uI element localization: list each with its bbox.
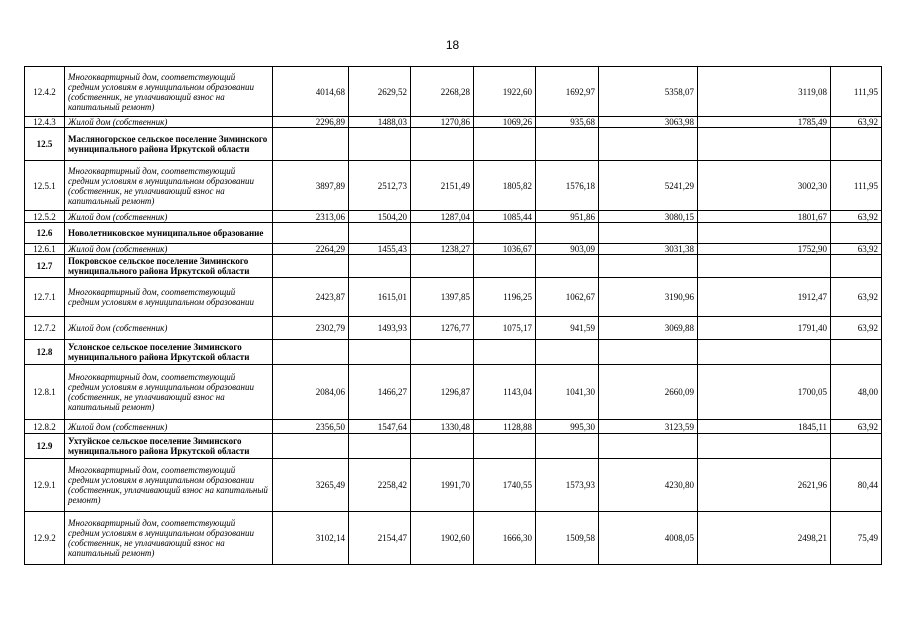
housing-description: Многоквартирный дом, соответствующий средним условиям в муниципальном образовании (собственник, не уплачивающий взнос на капитальный ремонт) bbox=[65, 161, 273, 211]
row-number: 12.5.2 bbox=[25, 211, 65, 223]
value-cell: 941,59 bbox=[536, 317, 599, 340]
value-cell: 2629,52 bbox=[349, 67, 411, 117]
value-cell: 63,92 bbox=[831, 317, 882, 340]
row-number: 12.7.1 bbox=[25, 278, 65, 317]
value-cell: 903,09 bbox=[536, 244, 599, 255]
value-cell: 1902,60 bbox=[411, 512, 474, 565]
empty-cell bbox=[698, 255, 831, 278]
row-number: 12.9.1 bbox=[25, 459, 65, 512]
row-number: 12.4.3 bbox=[25, 117, 65, 128]
empty-cell bbox=[831, 128, 882, 161]
page-number: 18 bbox=[445, 38, 460, 52]
table-row bbox=[25, 67, 882, 117]
section-number: 12.9 bbox=[25, 434, 65, 459]
empty-cell bbox=[273, 223, 349, 244]
empty-cell bbox=[474, 255, 536, 278]
value-cell: 5241,29 bbox=[599, 161, 698, 211]
table-row bbox=[25, 512, 882, 565]
empty-cell bbox=[474, 128, 536, 161]
value-cell: 48,00 bbox=[831, 365, 882, 420]
value-cell: 2296,89 bbox=[273, 117, 349, 128]
table-row bbox=[25, 244, 882, 255]
value-cell: 2084,06 bbox=[273, 365, 349, 420]
section-number: 12.7 bbox=[25, 255, 65, 278]
table-body bbox=[25, 67, 882, 565]
value-cell: 1845,11 bbox=[698, 420, 831, 434]
value-cell: 80,44 bbox=[831, 459, 882, 512]
section-row bbox=[25, 128, 882, 161]
value-cell: 3119,08 bbox=[698, 67, 831, 117]
value-cell: 3080,15 bbox=[599, 211, 698, 223]
value-cell: 1785,49 bbox=[698, 117, 831, 128]
table-row bbox=[25, 459, 882, 512]
value-cell: 1069,26 bbox=[474, 117, 536, 128]
value-cell: 5358,07 bbox=[599, 67, 698, 117]
empty-cell bbox=[698, 340, 831, 365]
empty-cell bbox=[599, 340, 698, 365]
value-cell: 1576,18 bbox=[536, 161, 599, 211]
value-cell: 63,92 bbox=[831, 278, 882, 317]
value-cell: 2258,42 bbox=[349, 459, 411, 512]
section-title: Ухтуйское сельское поселение Зиминского муниципального района Иркутской области bbox=[65, 434, 273, 459]
value-cell: 1143,04 bbox=[474, 365, 536, 420]
value-cell: 1504,20 bbox=[349, 211, 411, 223]
value-cell: 63,92 bbox=[831, 211, 882, 223]
value-cell: 63,92 bbox=[831, 244, 882, 255]
value-cell: 1912,47 bbox=[698, 278, 831, 317]
value-cell: 1075,17 bbox=[474, 317, 536, 340]
empty-cell bbox=[411, 434, 474, 459]
empty-cell bbox=[349, 128, 411, 161]
value-cell: 1991,70 bbox=[411, 459, 474, 512]
row-number: 12.9.2 bbox=[25, 512, 65, 565]
value-cell: 935,68 bbox=[536, 117, 599, 128]
section-title: Масляногорское сельское поселение Зиминского муниципального района Иркутской области bbox=[65, 128, 273, 161]
row-number: 12.8.1 bbox=[25, 365, 65, 420]
section-row bbox=[25, 434, 882, 459]
value-cell: 2356,50 bbox=[273, 420, 349, 434]
value-cell: 3897,89 bbox=[273, 161, 349, 211]
value-cell: 1041,30 bbox=[536, 365, 599, 420]
empty-cell bbox=[349, 223, 411, 244]
value-cell: 63,92 bbox=[831, 117, 882, 128]
value-cell: 1270,86 bbox=[411, 117, 474, 128]
value-cell: 1276,77 bbox=[411, 317, 474, 340]
empty-cell bbox=[273, 128, 349, 161]
section-row bbox=[25, 223, 882, 244]
value-cell: 3123,59 bbox=[599, 420, 698, 434]
table-row bbox=[25, 117, 882, 128]
value-cell: 1238,27 bbox=[411, 244, 474, 255]
row-number: 12.6.1 bbox=[25, 244, 65, 255]
empty-cell bbox=[536, 434, 599, 459]
value-cell: 2151,49 bbox=[411, 161, 474, 211]
housing-description: Многоквартирный дом, соответствующий средним условиям в муниципальном образовании bbox=[65, 278, 273, 317]
table-row bbox=[25, 161, 882, 211]
value-cell: 2621,96 bbox=[698, 459, 831, 512]
table-row bbox=[25, 317, 882, 340]
value-cell: 2512,73 bbox=[349, 161, 411, 211]
housing-description: Многоквартирный дом, соответствующий средним условиям в муниципальном образовании (собственник, не уплачивающий взнос на капитальный ремонт) bbox=[65, 67, 273, 117]
value-cell: 63,92 bbox=[831, 420, 882, 434]
value-cell: 1509,58 bbox=[536, 512, 599, 565]
empty-cell bbox=[599, 128, 698, 161]
row-number: 12.5.1 bbox=[25, 161, 65, 211]
value-cell: 1488,03 bbox=[349, 117, 411, 128]
value-cell: 1036,67 bbox=[474, 244, 536, 255]
section-title: Покровское сельское поселение Зиминского муниципального района Иркутской области bbox=[65, 255, 273, 278]
empty-cell bbox=[831, 255, 882, 278]
empty-cell bbox=[831, 434, 882, 459]
value-cell: 111,95 bbox=[831, 161, 882, 211]
row-number: 12.4.2 bbox=[25, 67, 65, 117]
housing-description: Жилой дом (собственник) bbox=[65, 420, 273, 434]
value-cell: 1922,60 bbox=[474, 67, 536, 117]
housing-description: Многоквартирный дом, соответствующий средним условиям в муниципальном образовании (собственник, уплачивающий взнос на капитальный ремонт) bbox=[65, 459, 273, 512]
value-cell: 1397,85 bbox=[411, 278, 474, 317]
empty-cell bbox=[349, 434, 411, 459]
section-number: 12.8 bbox=[25, 340, 65, 365]
tariff-table bbox=[24, 66, 882, 565]
empty-cell bbox=[698, 223, 831, 244]
value-cell: 1085,44 bbox=[474, 211, 536, 223]
value-cell: 1296,87 bbox=[411, 365, 474, 420]
empty-cell bbox=[831, 340, 882, 365]
value-cell: 2498,21 bbox=[698, 512, 831, 565]
housing-description: Жилой дом (собственник) bbox=[65, 317, 273, 340]
housing-description: Многоквартирный дом, соответствующий средним условиям в муниципальном образовании (собственник, не уплачивающий взнос на капитальный ремонт) bbox=[65, 512, 273, 565]
value-cell: 1740,55 bbox=[474, 459, 536, 512]
value-cell: 995,30 bbox=[536, 420, 599, 434]
value-cell: 75,49 bbox=[831, 512, 882, 565]
value-cell: 2264,29 bbox=[273, 244, 349, 255]
empty-cell bbox=[474, 223, 536, 244]
section-number: 12.5 bbox=[25, 128, 65, 161]
value-cell: 1801,67 bbox=[698, 211, 831, 223]
value-cell: 1791,40 bbox=[698, 317, 831, 340]
housing-description: Многоквартирный дом, соответствующий средним условиям в муниципальном образовании (собственник, не уплачивающий взнос на капитальный ремонт) bbox=[65, 365, 273, 420]
value-cell: 3190,96 bbox=[599, 278, 698, 317]
value-cell: 3069,88 bbox=[599, 317, 698, 340]
value-cell: 1666,30 bbox=[474, 512, 536, 565]
row-number: 12.8.2 bbox=[25, 420, 65, 434]
empty-cell bbox=[831, 223, 882, 244]
empty-cell bbox=[698, 434, 831, 459]
value-cell: 1547,64 bbox=[349, 420, 411, 434]
value-cell: 4008,05 bbox=[599, 512, 698, 565]
value-cell: 1330,48 bbox=[411, 420, 474, 434]
empty-cell bbox=[411, 223, 474, 244]
value-cell: 4014,68 bbox=[273, 67, 349, 117]
value-cell: 3063,98 bbox=[599, 117, 698, 128]
empty-cell bbox=[474, 340, 536, 365]
value-cell: 1062,67 bbox=[536, 278, 599, 317]
value-cell: 1493,93 bbox=[349, 317, 411, 340]
empty-cell bbox=[411, 255, 474, 278]
row-number: 12.7.2 bbox=[25, 317, 65, 340]
empty-cell bbox=[536, 223, 599, 244]
value-cell: 1692,97 bbox=[536, 67, 599, 117]
housing-description: Жилой дом (собственник) bbox=[65, 117, 273, 128]
table-row bbox=[25, 365, 882, 420]
section-row bbox=[25, 255, 882, 278]
empty-cell bbox=[349, 255, 411, 278]
value-cell: 1196,25 bbox=[474, 278, 536, 317]
table-row bbox=[25, 420, 882, 434]
value-cell: 3002,30 bbox=[698, 161, 831, 211]
empty-cell bbox=[599, 223, 698, 244]
value-cell: 3031,38 bbox=[599, 244, 698, 255]
section-number: 12.6 bbox=[25, 223, 65, 244]
value-cell: 2302,79 bbox=[273, 317, 349, 340]
value-cell: 1700,05 bbox=[698, 365, 831, 420]
section-title: Услонское сельское поселение Зиминского муниципального района Иркутской области bbox=[65, 340, 273, 365]
value-cell: 1615,01 bbox=[349, 278, 411, 317]
value-cell: 1805,82 bbox=[474, 161, 536, 211]
empty-cell bbox=[273, 255, 349, 278]
empty-cell bbox=[273, 434, 349, 459]
value-cell: 111,95 bbox=[831, 67, 882, 117]
value-cell: 4230,80 bbox=[599, 459, 698, 512]
empty-cell bbox=[411, 128, 474, 161]
value-cell: 951,86 bbox=[536, 211, 599, 223]
section-title: Новолетниковское муниципальное образование bbox=[65, 223, 273, 244]
value-cell: 1466,27 bbox=[349, 365, 411, 420]
value-cell: 2660,09 bbox=[599, 365, 698, 420]
value-cell: 3102,14 bbox=[273, 512, 349, 565]
empty-cell bbox=[411, 340, 474, 365]
value-cell: 2423,87 bbox=[273, 278, 349, 317]
empty-cell bbox=[599, 434, 698, 459]
table-row bbox=[25, 278, 882, 317]
empty-cell bbox=[474, 434, 536, 459]
housing-description: Жилой дом (собственник) bbox=[65, 211, 273, 223]
housing-description: Жилой дом (собственник) bbox=[65, 244, 273, 255]
empty-cell bbox=[536, 340, 599, 365]
value-cell: 1128,88 bbox=[474, 420, 536, 434]
value-cell: 2313,06 bbox=[273, 211, 349, 223]
empty-cell bbox=[349, 340, 411, 365]
table-row bbox=[25, 211, 882, 223]
value-cell: 2154,47 bbox=[349, 512, 411, 565]
section-row bbox=[25, 340, 882, 365]
value-cell: 1455,43 bbox=[349, 244, 411, 255]
empty-cell bbox=[273, 340, 349, 365]
value-cell: 2268,28 bbox=[411, 67, 474, 117]
value-cell: 1752,90 bbox=[698, 244, 831, 255]
empty-cell bbox=[698, 128, 831, 161]
empty-cell bbox=[536, 128, 599, 161]
empty-cell bbox=[599, 255, 698, 278]
empty-cell bbox=[536, 255, 599, 278]
value-cell: 1287,04 bbox=[411, 211, 474, 223]
value-cell: 3265,49 bbox=[273, 459, 349, 512]
value-cell: 1573,93 bbox=[536, 459, 599, 512]
